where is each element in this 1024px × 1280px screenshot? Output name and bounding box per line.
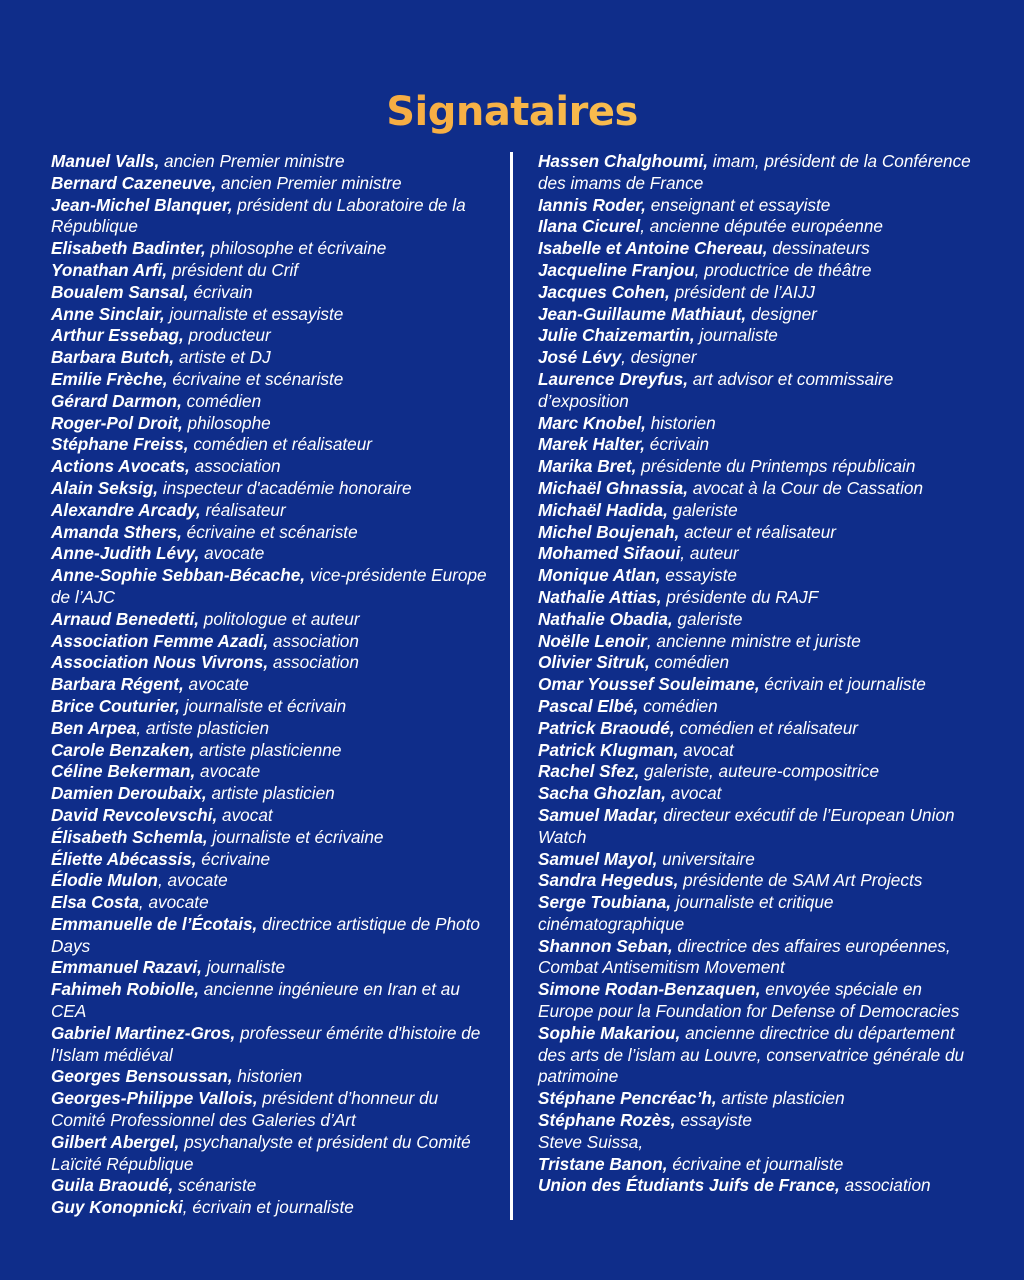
signatory-name: Simone Rodan-Benzaquen, — [538, 979, 761, 1000]
signatory-name: Samuel Mayol, — [538, 848, 658, 869]
signatory-role: essayiste — [660, 565, 737, 586]
signatory-entry — [51, 914, 491, 958]
signatory-name: Michel Boujenah, — [538, 521, 680, 542]
signatory-name: Nathalie Attias, — [538, 586, 662, 607]
signatory-role: philosophe — [182, 412, 271, 433]
signatory-name: Patrick Braoudé, — [538, 717, 675, 738]
signatory-role: avocate — [195, 761, 261, 782]
signatory-role: écrivaine et journaliste — [667, 1153, 844, 1174]
signatory-entry — [538, 849, 978, 871]
signatory-role: avocat à la Cour de Cassation — [687, 477, 924, 498]
signatory-entry — [51, 282, 491, 304]
signatory-name: Sophie Makariou, — [538, 1022, 681, 1043]
signatory-role: , avocate — [157, 870, 228, 891]
signatory-name: Olivier Sitruk, — [538, 652, 650, 673]
signatory-role: psychanalyste et président du Comité Laïcité République — [51, 1131, 471, 1174]
signatory-entry — [538, 892, 978, 936]
signatory-name: Shannon Seban, — [538, 935, 673, 956]
signatory-role: inspecteur d'académie honoraire — [158, 477, 412, 498]
signatory-role: président de l’AIJJ — [669, 281, 816, 302]
signatory-role: écrivaine — [196, 848, 271, 869]
signatory-role: comédien — [649, 652, 730, 673]
signatory-entry — [51, 347, 491, 369]
signatory-role: journaliste et écrivain — [179, 695, 347, 716]
signatory-name: Stéphane Rozès, — [538, 1110, 676, 1131]
signatory-name: Gilbert Abergel, — [51, 1131, 180, 1152]
signatory-name: Manuel Valls, — [51, 151, 160, 171]
signatory-entry — [538, 543, 978, 565]
signatory-entry — [538, 740, 978, 762]
signatory-entry — [538, 870, 978, 892]
signatory-role: philosophe et écrivaine — [205, 238, 387, 259]
signatory-name: Bernard Cazeneuve, — [51, 172, 217, 193]
signatory-role: écrivaine et scénariste — [181, 521, 358, 542]
signatory-entry — [51, 304, 491, 326]
signatory-name: Arthur Essebag, — [51, 325, 184, 346]
signatory-name: Fahimeh Robiolle, — [51, 979, 200, 1000]
signatory-role: journaliste et écrivaine — [207, 826, 384, 847]
signatory-entry — [538, 979, 978, 1023]
signatory-role: journaliste et essayiste — [164, 303, 344, 324]
signatory-role: artiste plasticien — [206, 783, 335, 804]
signatory-entry — [538, 631, 978, 653]
signatory-entry — [51, 1088, 491, 1132]
signatory-entry — [538, 282, 978, 304]
signatory-name: Barbara Butch, — [51, 347, 175, 368]
signatory-name: Nathalie Obadia, — [538, 608, 673, 629]
signatory-entry — [51, 173, 491, 195]
signatory-name: Jacqueline Franjou — [538, 259, 695, 280]
signatory-entry — [538, 1023, 978, 1088]
signatories-list-left — [51, 151, 491, 1219]
signatory-entry — [538, 1175, 978, 1197]
signatory-role: , ancienne députée européenne — [640, 216, 883, 237]
signatory-name: Guila Braoudé, — [51, 1175, 174, 1196]
signatory-role: artiste et DJ — [174, 347, 271, 368]
signatory-name: Élodie Mulon — [51, 870, 158, 891]
signatory-entry — [51, 565, 491, 609]
signatory-entry — [51, 151, 491, 173]
signatory-role: directrice artistique de Photo Days — [51, 913, 480, 956]
signatory-role: journaliste et critique cinématographique — [538, 892, 834, 934]
signatory-role: art advisor et commissaire d’exposition — [538, 368, 894, 411]
signatory-role: professeur émérite d'histoire de l'Islam médiéval — [51, 1022, 481, 1065]
signatory-role: artiste plasticienne — [194, 739, 342, 760]
signatory-name: Elsa Costa — [51, 892, 139, 913]
signatory-entry — [51, 674, 491, 696]
signatory-entry — [51, 849, 491, 871]
signatory-name: Amanda Sthers, — [51, 521, 182, 542]
signatory-role: historien — [232, 1066, 303, 1087]
signatory-name: Association Nous Vivrons, — [51, 652, 269, 673]
signatory-name: Sandra Hegedus, — [538, 870, 679, 891]
signatory-entry — [538, 347, 978, 369]
signatory-role: écrivain — [645, 434, 710, 455]
signatory-name: Julie Chaizemartin, — [538, 325, 695, 346]
signatory-entry — [538, 325, 978, 347]
signatory-entry — [51, 369, 491, 391]
signatory-role: , auteur — [680, 543, 739, 564]
signatory-name: Isabelle et Antoine Chereau, — [538, 238, 768, 259]
signatory-entry — [538, 674, 978, 696]
signatory-entry — [538, 478, 978, 500]
signatory-entry — [51, 478, 491, 500]
signatory-role: , productrice de théâtre — [694, 259, 872, 280]
signatory-entry — [51, 631, 491, 653]
signatory-name: David Revcolevschi, — [51, 804, 218, 825]
signatory-name: Emmanuelle de l’Écotais, — [51, 913, 258, 934]
signatory-entry — [51, 434, 491, 456]
signatory-role: association — [839, 1175, 931, 1196]
signatory-entry — [51, 1066, 491, 1088]
signatory-entry — [538, 260, 978, 282]
signatory-name: Omar Youssef Souleimane, — [538, 674, 760, 695]
signatory-role: enseignant et essayiste — [645, 194, 831, 215]
column-divider — [510, 152, 513, 1220]
signatory-name: Emilie Frèche, — [51, 368, 168, 389]
signatory-entry — [51, 957, 491, 979]
signatory-entry — [51, 543, 491, 565]
signatory-name: Jacques Cohen, — [538, 281, 670, 302]
signatory-name: Marek Halter, — [538, 434, 646, 455]
signatory-name: Michaël Hadida, — [538, 499, 668, 520]
signatory-role: universitaire — [657, 848, 755, 869]
signatory-entry — [51, 718, 491, 740]
signatory-name: Noëlle Lenoir — [538, 630, 647, 651]
signatory-role: artiste plasticien — [716, 1088, 845, 1109]
signatory-role: historien — [645, 412, 716, 433]
signatory-entry — [538, 369, 978, 413]
signatory-role: président d’honneur du Comité Professionnel des Galeries d’Art — [51, 1088, 439, 1131]
signatory-entry — [51, 456, 491, 478]
page-title: Signataires — [0, 87, 1024, 137]
signatory-name: Carole Benzaken, — [51, 739, 195, 760]
signatory-name: Monique Atlan, — [538, 565, 661, 586]
signatory-name: Rachel Sfez, — [538, 761, 640, 782]
signatory-role: ancien Premier ministre — [159, 151, 345, 171]
signatory-entry — [538, 652, 978, 674]
signatory-role: présidente de SAM Art Projects — [678, 870, 923, 891]
signatory-role: , avocate — [138, 892, 209, 913]
signatory-role: écrivain — [188, 281, 253, 302]
signatory-role: , artiste plasticien — [136, 717, 270, 738]
signatory-name: Ben Arpea — [51, 717, 137, 738]
signatory-role: directeur exécutif de l’European Union Watch — [538, 804, 955, 847]
signatory-entry — [51, 652, 491, 674]
signatory-role: essayiste — [675, 1110, 752, 1131]
signatory-entry — [538, 195, 978, 217]
signatory-name: Guy Konopnicki — [51, 1197, 183, 1218]
signatory-name: Roger-Pol Droit, — [51, 412, 183, 433]
signatory-role: galeriste — [667, 499, 738, 520]
signatory-entry — [538, 151, 978, 195]
signatory-entry — [538, 304, 978, 326]
signatory-entry — [538, 238, 978, 260]
signatory-entry — [51, 325, 491, 347]
signatory-entry — [51, 260, 491, 282]
signatory-entry — [538, 500, 978, 522]
signatory-name: Marika Bret, — [538, 456, 637, 477]
signatory-role: acteur et réalisateur — [679, 521, 837, 542]
signatory-entry — [538, 1154, 978, 1176]
signatory-name: Tristane Banon, — [538, 1153, 668, 1174]
signatory-role: vice-présidente Europe de l’AJC — [51, 565, 487, 607]
signatory-role: ancien Premier ministre — [216, 172, 402, 193]
signatory-entry — [538, 718, 978, 740]
signatory-role: galeriste, auteure-compositrice — [639, 761, 880, 782]
signatory-entry — [538, 1088, 978, 1110]
signatory-entry — [51, 1023, 491, 1067]
signatory-role: avocate — [183, 674, 249, 695]
signatory-role: association — [189, 456, 281, 477]
signatory-role: , écrivain et journaliste — [182, 1197, 354, 1218]
signatory-name: Sacha Ghozlan, — [538, 783, 666, 804]
signatory-role: avocat — [665, 783, 722, 804]
signatory-entry — [538, 805, 978, 849]
signatory-entry — [51, 500, 491, 522]
signatory-role: imam, président de la Conférence des imams de France — [538, 151, 971, 193]
signatory-role: , ancienne ministre et juriste — [646, 630, 861, 651]
signatory-name: Élisabeth Schemla, — [51, 826, 208, 847]
signatory-name: Hassen Chalghoumi, — [538, 151, 708, 171]
signatory-entry — [538, 696, 978, 718]
signatory-role: Steve Suissa, — [538, 1131, 644, 1152]
signatory-entry — [51, 1132, 491, 1176]
signatory-entry — [538, 609, 978, 631]
signatory-name: Mohamed Sifaoui — [538, 543, 681, 564]
signatory-role: scénariste — [173, 1175, 257, 1196]
signatory-role: président du Crif — [167, 259, 299, 280]
signatory-name: Arnaud Benedetti, — [51, 608, 200, 629]
signatory-name: Patrick Klugman, — [538, 739, 679, 760]
signatory-name: Georges-Philippe Vallois, — [51, 1088, 258, 1109]
signatory-role: envoyée spéciale en Europe pour la Foundation for Defense of Democracies — [538, 979, 960, 1022]
signatory-name: Alain Seksig, — [51, 477, 158, 498]
signatory-name: Damien Deroubaix, — [51, 783, 207, 804]
signatory-role: directrice des affaires européennes, Combat Antisemitism Movement — [538, 935, 951, 978]
signatory-name: Jean-Guillaume Mathiaut, — [538, 303, 747, 324]
signatory-role: journaliste — [201, 957, 286, 978]
signatory-name: Georges Bensoussan, — [51, 1066, 233, 1087]
signatory-name: Brice Couturier, — [51, 695, 180, 716]
signatory-entry — [51, 1197, 491, 1219]
signatory-name: Iannis Roder, — [538, 194, 646, 215]
signatory-name: Jean-Michel Blanquer, — [51, 194, 233, 215]
signatory-entry — [51, 391, 491, 413]
signatory-role: comédien — [638, 695, 718, 716]
signatory-name: Gabriel Martinez-Gros, — [51, 1022, 236, 1043]
signatory-entry — [538, 783, 978, 805]
signatory-role: présidente du Printemps républicain — [636, 456, 916, 477]
signatory-role: écrivain et journaliste — [759, 674, 926, 695]
signatory-name: José Lévy — [538, 347, 622, 368]
signatory-name: Serge Toubiana, — [538, 892, 672, 913]
signatory-name: Boualem Sansal, — [51, 281, 189, 302]
signatory-entry — [538, 565, 978, 587]
signatory-entry — [51, 805, 491, 827]
signatory-entry — [538, 434, 978, 456]
signatory-name: Laurence Dreyfus, — [538, 368, 688, 389]
signatories-list-right — [538, 151, 978, 1197]
signatory-role: présidente du RAJF — [661, 586, 819, 607]
signatory-entry — [538, 936, 978, 980]
signatory-name: Anne Sinclair, — [51, 303, 165, 324]
signatory-entry — [51, 1175, 491, 1197]
signatory-role: association — [268, 630, 359, 651]
signatory-name: Stéphane Pencréac’h, — [538, 1088, 717, 1109]
signatory-entry — [538, 1132, 978, 1154]
signatory-entry — [51, 238, 491, 260]
signatory-entry — [51, 892, 491, 914]
signatory-role: politologue et auteur — [199, 608, 360, 629]
signatory-entry — [51, 522, 491, 544]
signatory-role: designer — [746, 303, 817, 324]
signatory-name: Céline Bekerman, — [51, 761, 196, 782]
signatory-entry — [51, 740, 491, 762]
signatory-name: Stéphane Freiss, — [51, 434, 189, 455]
signatory-role: président du Laboratoire de la République — [51, 194, 466, 237]
signatory-role: , designer — [621, 347, 697, 368]
signatory-entry — [538, 1110, 978, 1132]
signatory-entry — [538, 761, 978, 783]
signatory-entry — [51, 979, 491, 1023]
signatory-entry — [538, 413, 978, 435]
signatory-entry — [538, 522, 978, 544]
signatory-name: Union des Étudiants Juifs de France, — [538, 1175, 840, 1196]
signatory-entry — [538, 216, 978, 238]
signatory-entry — [51, 195, 491, 239]
signatory-role: dessinateurs — [767, 238, 870, 259]
signatory-entry — [51, 783, 491, 805]
signatory-entry — [51, 870, 491, 892]
signatory-name: Elisabeth Badinter, — [51, 238, 206, 259]
signatory-name: Samuel Madar, — [538, 804, 659, 825]
signatory-name: Michaël Ghnassia, — [538, 477, 688, 498]
signatory-entry — [51, 609, 491, 631]
signatory-name: Anne-Sophie Sebban-Bécache, — [51, 565, 306, 586]
signatory-role: comédien et réalisateur — [674, 717, 859, 738]
signatory-role: avocat — [678, 739, 734, 760]
signatory-role: ancienne ingénieure en Iran et au CEA — [51, 979, 460, 1022]
signatory-role: avocate — [199, 543, 265, 564]
signatory-name: Actions Avocats, — [51, 456, 190, 477]
signatory-name: Barbara Régent, — [51, 674, 184, 695]
signatory-role: journaliste — [694, 325, 778, 346]
signatory-entry — [538, 587, 978, 609]
signatory-name: Éliette Abécassis, — [51, 848, 197, 869]
signatory-name: Gérard Darmon, — [51, 390, 182, 411]
signatory-entry — [51, 696, 491, 718]
signatory-name: Alexandre Arcady, — [51, 499, 201, 520]
signatory-entry — [538, 456, 978, 478]
signatory-role: ancienne directrice du département des arts de l’islam au Louvre, conservatrice générale du patrimoine — [538, 1022, 965, 1087]
signatory-role: comédien et réalisateur — [188, 434, 372, 455]
signatory-name: Association Femme Azadi, — [51, 630, 269, 651]
signatory-name: Yonathan Arfi, — [51, 259, 168, 280]
signatory-entry — [51, 413, 491, 435]
signatory-name: Anne-Judith Lévy, — [51, 543, 200, 564]
signatory-name: Emmanuel Razavi, — [51, 957, 202, 978]
signatory-name: Ilana Cicurel — [538, 216, 641, 237]
signatory-role: comédien — [181, 390, 262, 411]
signatory-entry — [51, 761, 491, 783]
signatory-role: avocat — [217, 804, 273, 825]
signatory-role: galeriste — [672, 608, 743, 629]
signatory-role: réalisateur — [200, 499, 286, 520]
signatory-role: écrivaine et scénariste — [167, 368, 344, 389]
signatory-role: association — [268, 652, 359, 673]
signatory-name: Marc Knobel, — [538, 412, 646, 433]
signatory-role: producteur — [183, 325, 271, 346]
signatory-entry — [51, 827, 491, 849]
signatory-name: Pascal Elbé, — [538, 695, 639, 716]
